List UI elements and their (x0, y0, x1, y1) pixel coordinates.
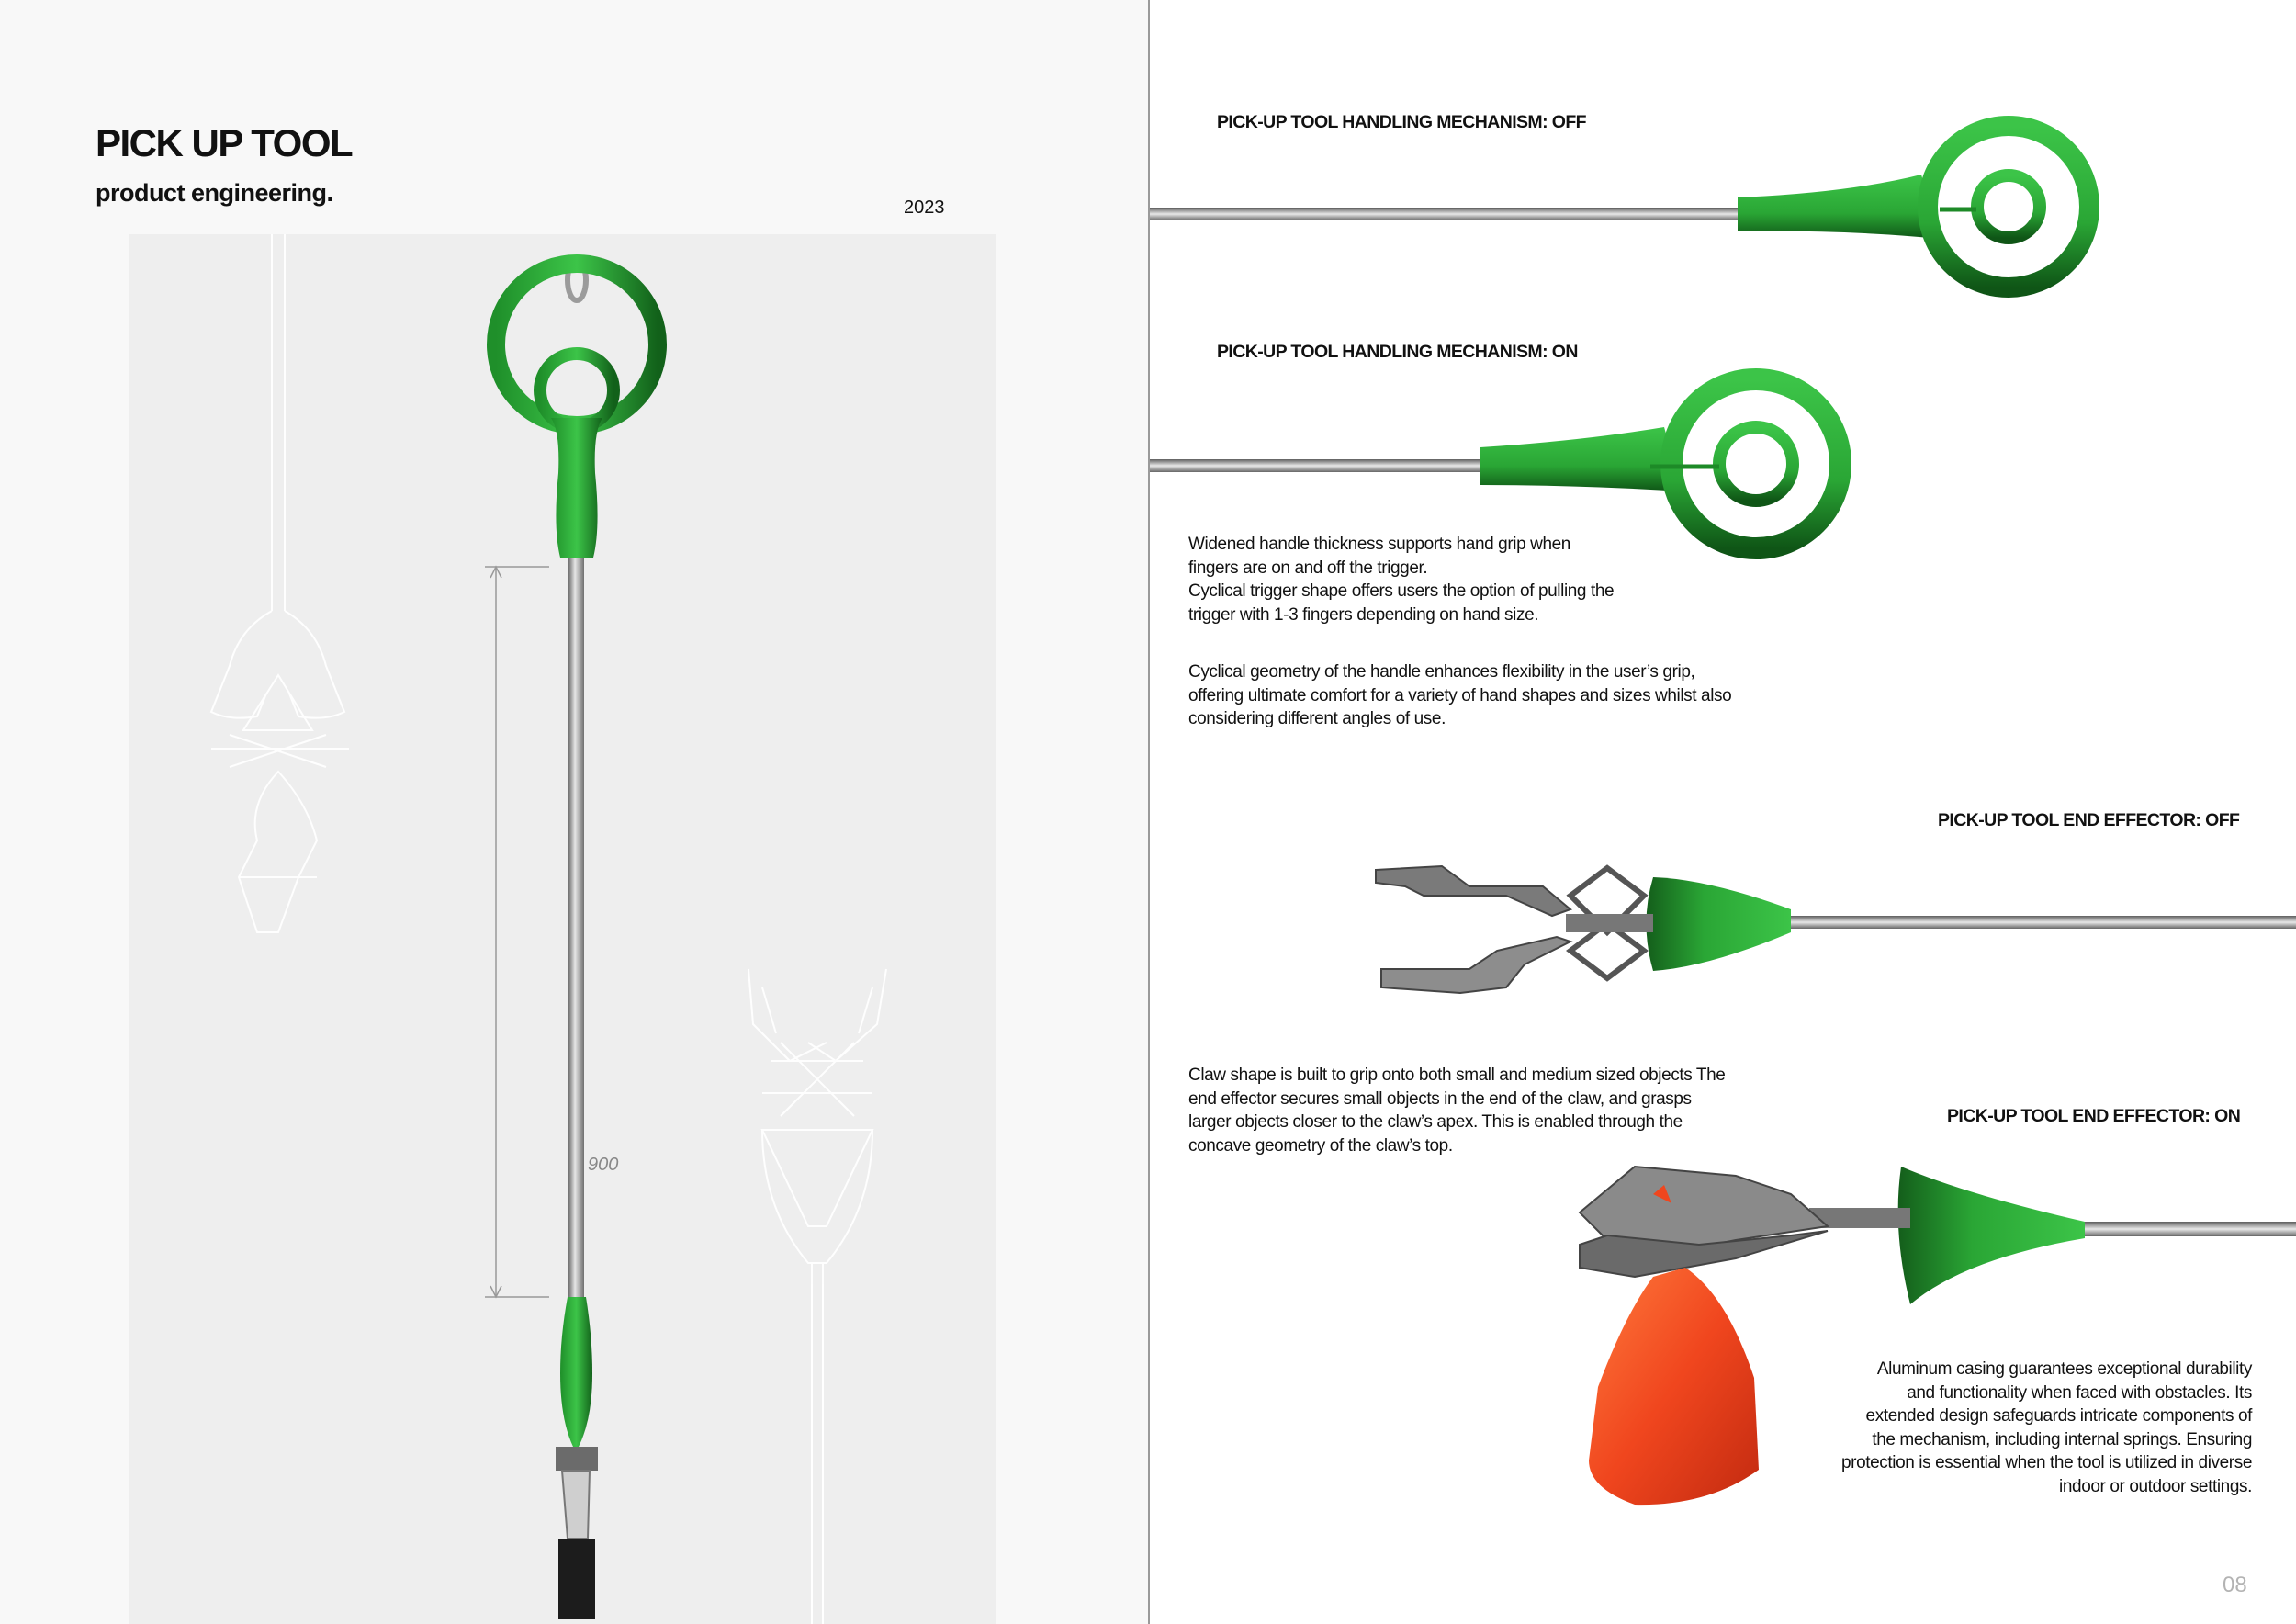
label-handle-on: PICK-UP TOOL HANDLING MECHANISM: ON (1217, 342, 1578, 362)
page-subtitle: product engineering. (96, 179, 333, 207)
paragraph-geometry: Cyclical geometry of the handle enhances flexibility in the user’s grip, offering ultimate comfort for a variety of hand shapes and sizes whilst also considering different angles of use. (1188, 662, 1732, 728)
label-effector-on: PICK-UP TOOL END EFFECTOR: ON (1947, 1106, 2241, 1126)
page-number: 08 (2223, 1573, 2247, 1597)
green-handle (496, 264, 658, 558)
paragraph-casing: Aluminum casing guarantees exceptional durability and functionality when faced with obstacles. Its extended design safeguards intricate components of the mechanism, including internal springs. Ensuring protection is essential when the tool is utilized in diverse indoor or outdoor settings. (1840, 1359, 2252, 1496)
dimension-label: 900 (588, 1155, 619, 1175)
render-panel (129, 234, 996, 1624)
paragraph-claw: Claw shape is built to grip onto both small and medium sized objects The end effector secures small objects in the end of the claw, and grasps larger objects closer to the claw’s apex. This is enabled through the concave geometry of the claw’s top. (1188, 1066, 1726, 1156)
wireframe-sketch-right (748, 969, 886, 1624)
effector-off-illustration (1368, 859, 2296, 1006)
pick-up-tool-render (129, 234, 996, 1624)
lower-grip (560, 1297, 592, 1447)
dimension-line (485, 567, 549, 1297)
page-title: PICK UP TOOL (96, 121, 353, 164)
label-handle-off: PICK-UP TOOL HANDLING MECHANISM: OFF (1217, 112, 1586, 132)
wireframe-sketch-left (211, 234, 349, 932)
paragraph-handle-grip: Widened handle thickness supports hand grip when fingers are on and off the trigger. Cyclical trigger shape offers users the option of pulling the trigger with 1-3 fingers depending on hand size. (1188, 535, 1615, 625)
tool-rod (568, 551, 584, 1304)
label-effector-off: PICK-UP TOOL END EFFECTOR: OFF (1938, 810, 2240, 830)
handle-off-illustration (1150, 83, 2142, 303)
year-label: 2023 (904, 197, 945, 218)
claw-end-render (556, 1447, 598, 1619)
